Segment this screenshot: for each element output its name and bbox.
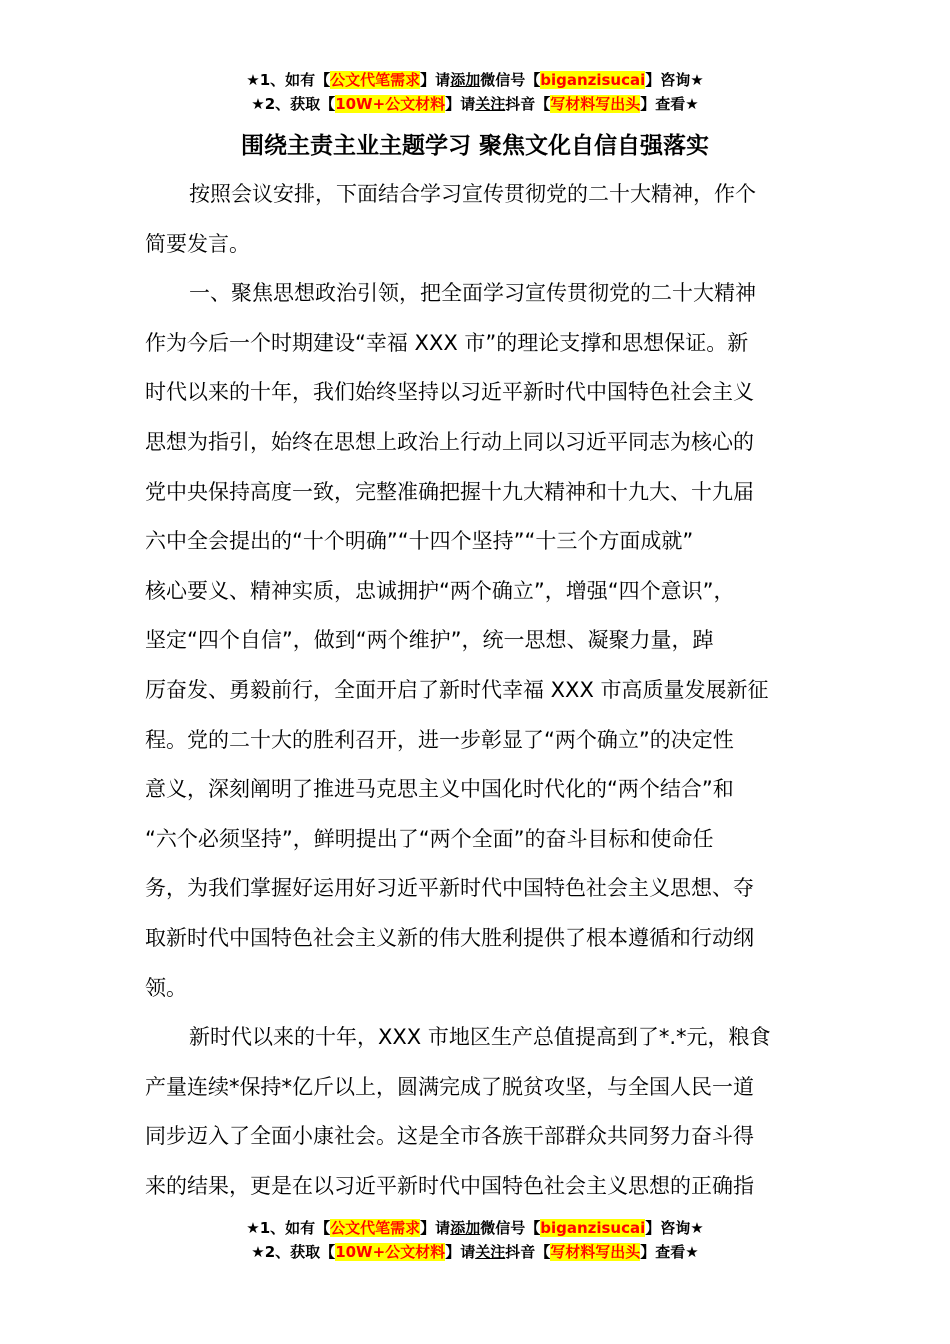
text-line: “六个必须坚持”，鲜明提出了“两个全面”的奋斗目标和使命任: [145, 826, 714, 851]
text-line: 按照会议安排，下面结合学习宣传贯彻党的二十大精神，作个: [189, 182, 756, 206]
banner-text: ★1、如有【: [246, 1219, 331, 1237]
paragraph-3: [145, 1013, 810, 1211]
banner-text: 】咨询★: [645, 71, 704, 89]
banner-underline: 关注: [475, 1243, 506, 1261]
banner-text: ★2、获取【: [251, 1243, 336, 1261]
banner-text: 微信号【: [480, 1219, 541, 1237]
banner-highlight: 写材料写出头: [550, 95, 641, 113]
banner-underline: 添加: [450, 1219, 481, 1237]
banner-text: 】请: [445, 1243, 476, 1261]
text-line: 六中全会提出的“十个明确”“十四个坚持”“十三个方面成就”: [145, 529, 694, 554]
paragraph-1: [145, 170, 810, 269]
banner-underline: 关注: [475, 95, 506, 113]
text-line: 同步迈入了全面小康社会。这是全市各族干部群众共同努力奋斗得: [145, 1124, 754, 1149]
banner-highlight: 10W+公文材料: [335, 95, 446, 113]
banner-text: 】咨询★: [645, 1219, 704, 1237]
banner-text: 抖音【: [505, 95, 551, 113]
banner-highlight: 写材料写出头: [550, 1243, 641, 1261]
text-line: 简要发言。: [145, 231, 250, 256]
text-line: 来的结果，更是在以习近平新时代中国特色社会主义思想的正确指: [145, 1173, 754, 1198]
text-line: 领。: [145, 975, 187, 1000]
banner-text: 】请: [420, 71, 451, 89]
text-line: 厉奋发、勇毅前行，全面开启了新时代幸福 XXX 市高质量发展新征: [145, 677, 769, 702]
text-line: 程。党的二十大的胜利召开，进一步彰显了“两个确立”的决定性: [145, 727, 734, 752]
banner-text: 抖音【: [505, 1243, 551, 1261]
banner-line-1: [0, 68, 950, 92]
banner-text: 】请: [445, 95, 476, 113]
text-line: 一、聚焦思想政治引领，把全面学习宣传贯彻党的二十大精神: [189, 281, 756, 306]
banner-underline: 添加: [450, 71, 481, 89]
banner-text: 微信号【: [480, 71, 541, 89]
text-line: 取新时代中国特色社会主义新的伟大胜利提供了根本遵循和行动纲: [145, 925, 754, 950]
text-line: 党中央保持高度一致，完整准确把握十九大精神和十九大、十九届: [145, 479, 754, 504]
text-line: 思想为指引，始终在思想上政治上行动上同以习近平同志为核心的: [145, 429, 754, 454]
banner-highlight: biganzisucai: [540, 1219, 646, 1237]
text-line: 核心要义、精神实质，忠诚拥护“两个确立”，增强“四个意识”，: [145, 578, 735, 603]
banner-text: 】查看★: [640, 95, 699, 113]
text-line: 意义，深刻阐明了推进马克思主义中国化时代化的“两个结合”和: [145, 777, 734, 802]
banner-text: 】查看★: [640, 1243, 699, 1261]
banner-line-2: [0, 92, 950, 116]
promo-banner-bottom: [0, 1216, 950, 1264]
banner-text: 】请: [420, 1219, 451, 1237]
banner-line-1: [0, 1216, 950, 1240]
text-line: 务，为我们掌握好运用好习近平新时代中国特色社会主义思想、夺: [145, 876, 754, 901]
banner-text: ★2、获取【: [251, 95, 336, 113]
promo-banner-top: [0, 68, 950, 116]
banner-highlight: 公文代笔需求: [330, 71, 421, 89]
text-line: 产量连续*保持*亿斤以上，圆满完成了脱贫攻坚，与全国人民一道: [145, 1074, 754, 1099]
document-body: [145, 170, 810, 1211]
text-line: 新时代以来的十年，XXX 市地区生产总值提高到了*.*元，粮食: [189, 1025, 771, 1050]
banner-highlight: 10W+公文材料: [335, 1243, 446, 1261]
text-line: 时代以来的十年，我们始终坚持以习近平新时代中国特色社会主义: [145, 380, 754, 405]
banner-text: ★1、如有【: [246, 71, 331, 89]
banner-highlight: 公文代笔需求: [330, 1219, 421, 1237]
paragraph-2: [145, 269, 810, 1013]
text-line: 坚定“四个自信”，做到“两个维护”，统一思想、凝聚力量，踔: [145, 628, 714, 653]
document-title: 围绕主责主业主题学习 聚焦文化自信自强落实: [240, 133, 709, 159]
banner-highlight: biganzisucai: [540, 71, 646, 89]
banner-line-2: [0, 1240, 950, 1264]
text-line: 作为今后一个时期建设“幸福 XXX 市”的理论支撑和思想保证。新: [145, 330, 749, 355]
